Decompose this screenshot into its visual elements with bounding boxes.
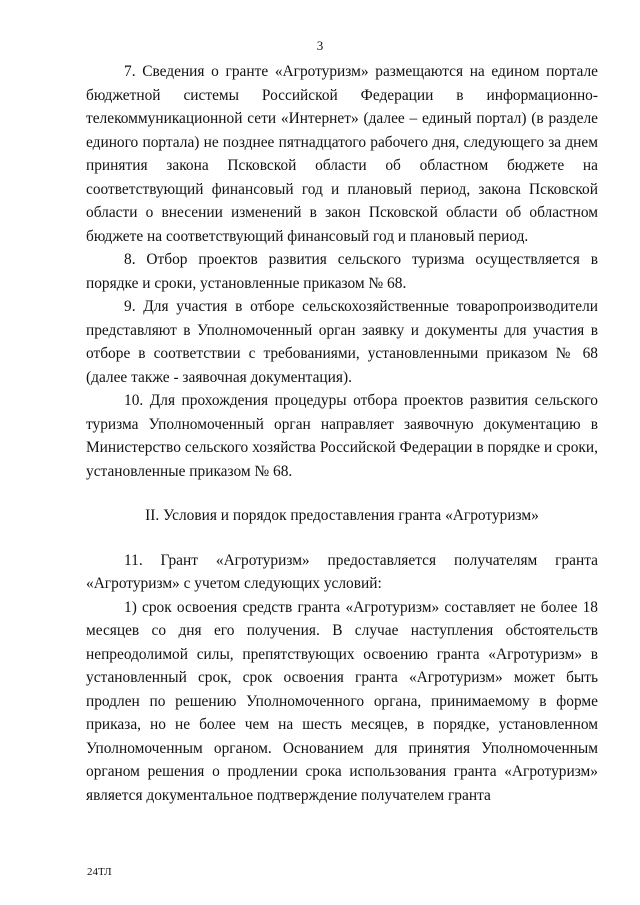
footer-code: 24ТЛ bbox=[87, 866, 112, 878]
paragraph-8: 8. Отбор проектов развития сельского туризма осуществляется в порядке и сроки, установленные приказом № 68. bbox=[86, 251, 598, 292]
paragraph-7: 7. Сведения о гранте «Агротуризм» размещаются на едином портале бюджетной системы Российской Федерации в информационно-телекоммуникационной сети «Интернет» (далее – единый портал) (в разделе единого портала) не позднее пятнадцатого рабочего дня, следующего за днем принятия закона Псковской области об областном бюджете на соответствующий финансовый год и плановый период, закона Псковской области о внесении изменений в закон Псковской области об областном бюджете на соответствующий финансовый год и плановый период. bbox=[86, 63, 598, 245]
spacer bbox=[86, 528, 598, 549]
paragraph-10: 10. Для прохождения процедуры отбора проектов развития сельского туризма Уполномоченный орган направляет заявочную документацию в Министерство сельского хозяйства Российской Федерации в порядке и сроки, установленные приказом № 68. bbox=[86, 392, 598, 480]
paragraph-9: 9. Для участия в отборе сельскохозяйственные товаропроизводители представляют в Уполномоченный орган заявку и документы для участия в отборе в соответствии с требованиями, установленными приказом № 68 (далее также - заявочная документация). bbox=[86, 298, 598, 386]
document-body bbox=[86, 60, 598, 807]
section-heading: II. Условия и порядок предоставления гранта «Агротуризм» bbox=[145, 507, 539, 524]
spacer bbox=[86, 483, 598, 504]
paragraph-11-item-1: 1) срок освоения средств гранта «Агротуризм» составляет не более 18 месяцев со дня его получения. В случае наступления обстоятельств непреодолимой силы, препятствующих освоению гранта «Агротуризм» в установленный срок, срок освоения гранта «Агротуризм» может быть продлен по решению Уполномоченного органа, принимаемому в форме приказа, но не более чем на шесть месяцев, в порядке, установленном Уполномоченным органом. Основанием для принятия Уполномоченным органом решения о продлении срока использования гранта «Агротуризм» является документальное подтверждение получателем гранта bbox=[86, 598, 598, 804]
paragraph-11: 11. Грант «Агротуризм» предоставляется получателям гранта «Агротуризм» с учетом следующих условий: bbox=[86, 551, 598, 592]
page-number: 3 bbox=[316, 38, 324, 53]
